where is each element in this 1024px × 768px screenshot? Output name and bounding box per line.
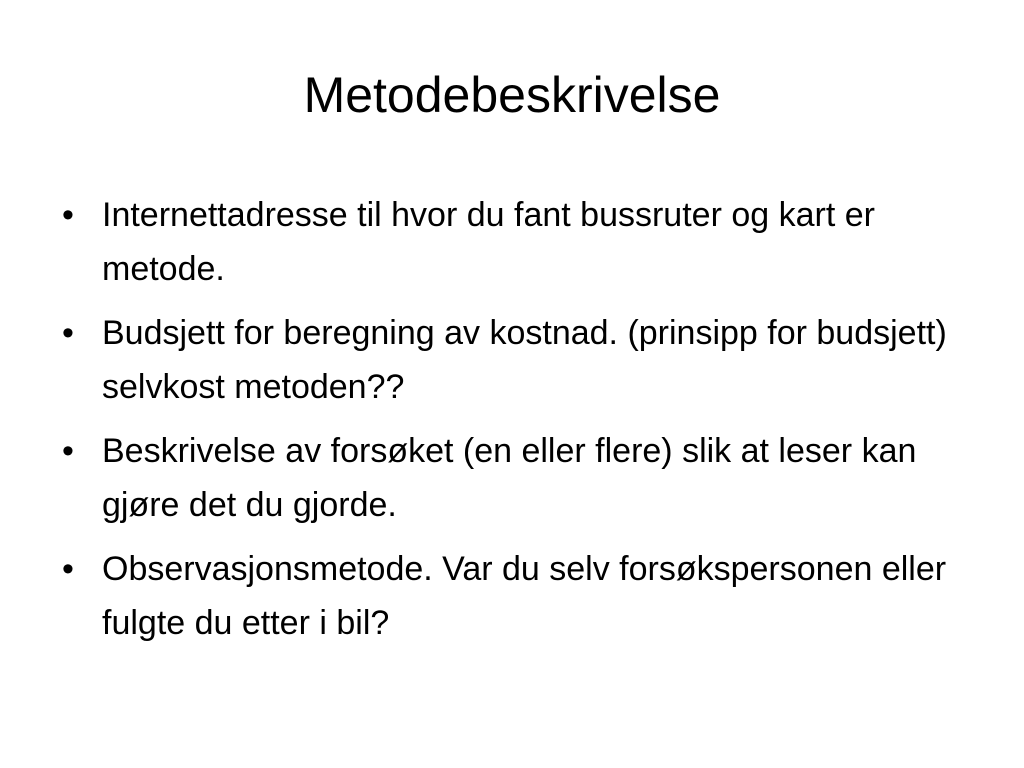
bullet-item <box>58 542 958 650</box>
bullet-dot-icon: • <box>62 196 74 234</box>
bullet-dot-icon: • <box>62 314 74 352</box>
bullet-item <box>58 188 958 296</box>
bullet-text: Observasjonsmetode. Var du selv forsøkspersonen eller fulgte du etter i bil? <box>102 550 947 642</box>
slide-title: Metodebeskrivelse <box>303 67 721 123</box>
bullet-dot-icon: • <box>62 432 74 470</box>
bullet-item <box>58 306 958 414</box>
bullet-item <box>58 424 958 532</box>
bullet-text: Internettadresse til hvor du fant bussruter og kart er metode. <box>102 196 875 288</box>
bullet-dot-icon: • <box>62 550 74 588</box>
bullet-text: Budsjett for beregning av kostnad. (prinsipp for budsjett) selvkost metoden?? <box>102 314 947 406</box>
bullet-list <box>58 188 958 660</box>
bullet-text: Beskrivelse av forsøket (en eller flere) slik at leser kan gjøre det du gjorde. <box>102 432 917 524</box>
